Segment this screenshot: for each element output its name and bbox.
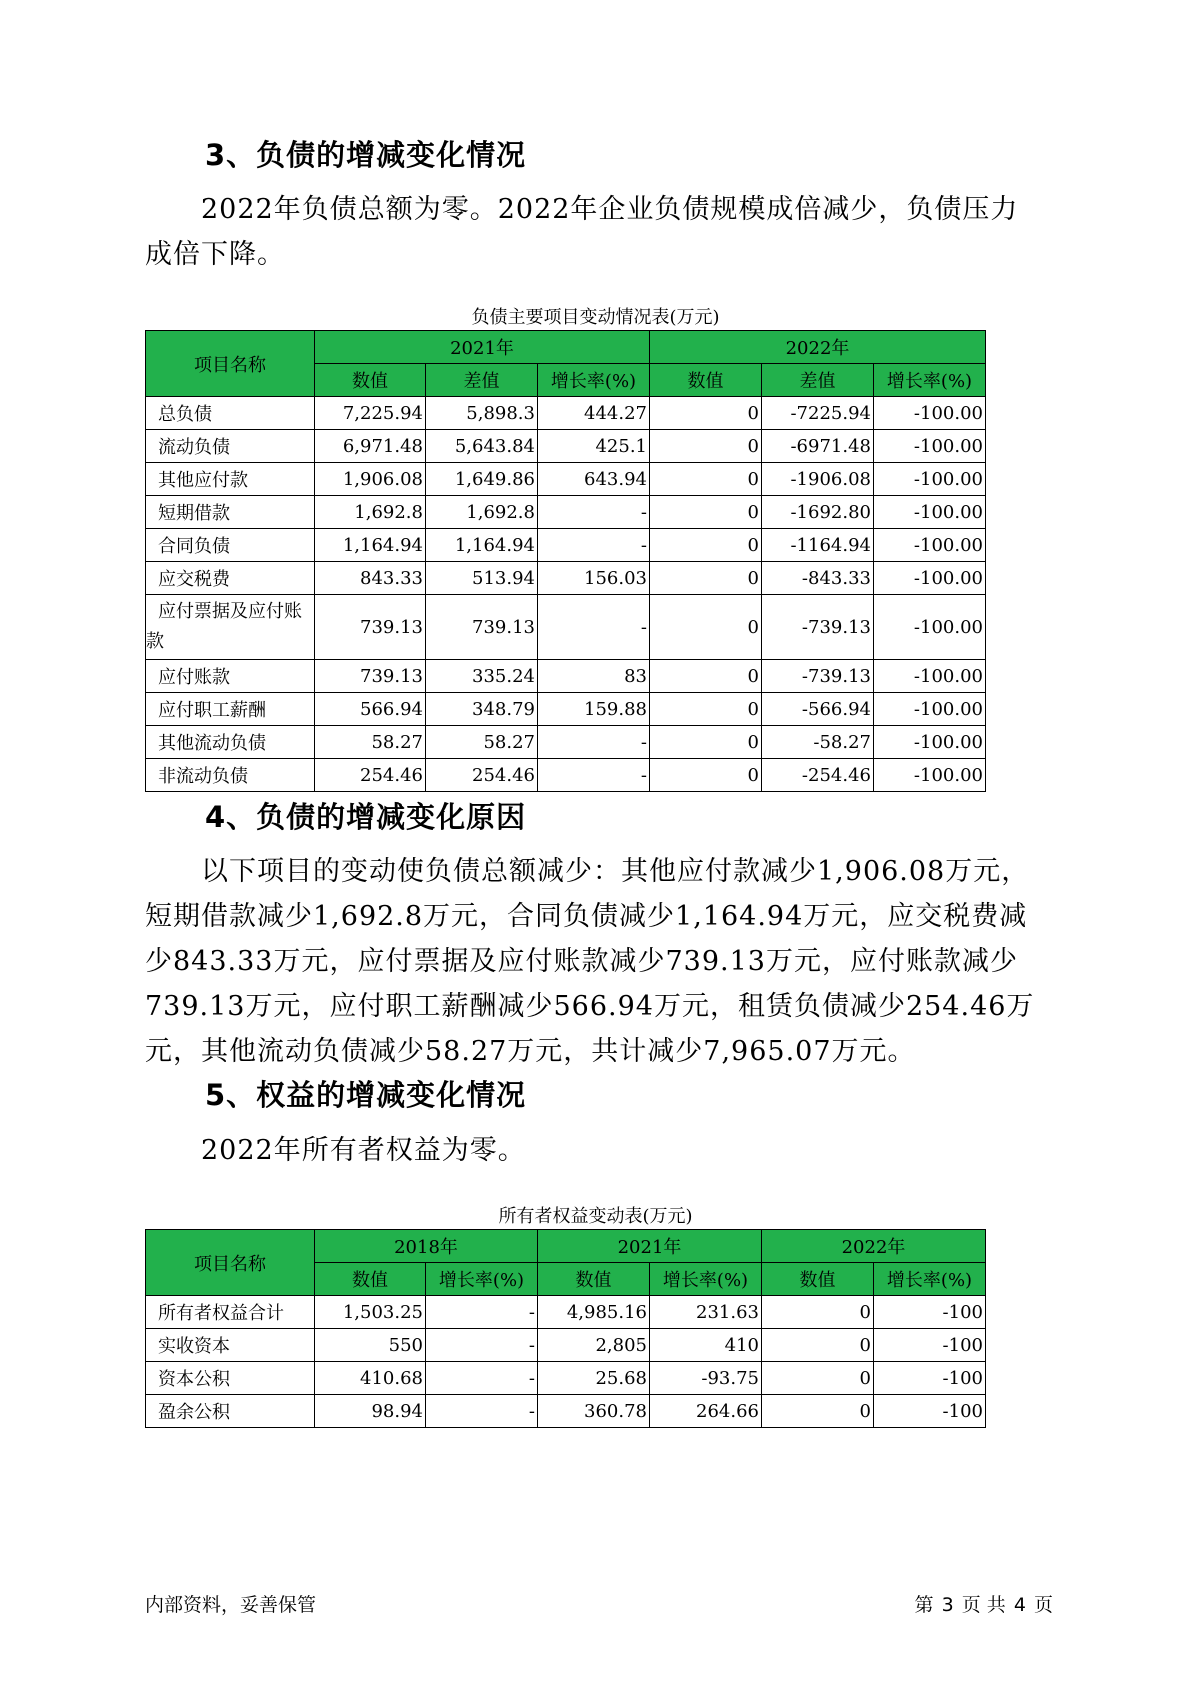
table-cell: 0 [650,397,762,430]
table-row [146,660,986,693]
row-label: 应交税费 [146,562,315,595]
table-cell: 0 [650,496,762,529]
table-row [146,1329,986,1362]
table-cell: - [538,759,650,792]
table-cell: -1906.08 [762,463,874,496]
name-column-header: 项目名称 [146,1230,315,1296]
table-cell: -100 [874,1362,986,1395]
table-row [146,726,986,759]
table-cell: 254.46 [426,759,538,792]
table-cell: 1,164.94 [315,529,426,562]
table-cell: 444.27 [538,397,650,430]
sub-column-header: 差值 [426,364,538,397]
table-cell: -843.33 [762,562,874,595]
table-cell: -93.75 [650,1362,762,1395]
table-row [146,463,986,496]
table-cell: 843.33 [315,562,426,595]
table-cell: 264.66 [650,1395,762,1428]
table-cell: -6971.48 [762,430,874,463]
table-row [146,397,986,430]
table-cell: 513.94 [426,562,538,595]
table-cell: - [426,1395,538,1428]
page-prefix: 第 [914,1594,934,1616]
year-group-header: 2021年 [315,331,650,364]
table-cell: -100 [874,1296,986,1329]
table-cell: - [538,496,650,529]
table-cell: 1,503.25 [315,1296,426,1329]
page-total: 4 [1013,1594,1026,1616]
table-cell: 1,906.08 [315,463,426,496]
section-5-paragraph: 2022年所有者权益为零。 [201,1135,526,1166]
row-label: 应付票据及应付账款 [146,595,315,660]
year-group-header: 2021年 [538,1230,762,1263]
table-cell: 0 [650,463,762,496]
row-label: 应付职工薪酬 [146,693,315,726]
page-number [914,1590,1054,1617]
sub-column-header: 差值 [762,364,874,397]
table-cell: - [426,1329,538,1362]
table-cell: 348.79 [426,693,538,726]
sub-column-header: 数值 [650,364,762,397]
section-4-heading: 4、负债的增减变化原因 [205,800,527,834]
table-cell: -100.00 [874,660,986,693]
table-cell: 1,692.8 [426,496,538,529]
row-label: 总负债 [146,397,315,430]
table-cell: 0 [650,660,762,693]
table-cell: -1692.80 [762,496,874,529]
table-cell: -1164.94 [762,529,874,562]
sub-column-header: 数值 [315,364,426,397]
table-cell: -58.27 [762,726,874,759]
table-row [146,529,986,562]
row-label: 短期借款 [146,496,315,529]
row-label: 流动负债 [146,430,315,463]
sub-column-header: 增长率(%) [538,364,650,397]
table-row [146,1395,986,1428]
year-group-header: 2018年 [315,1230,538,1263]
table-cell: 739.13 [426,595,538,660]
row-label: 非流动负债 [146,759,315,792]
table-cell: -100.00 [874,496,986,529]
table-cell: -7225.94 [762,397,874,430]
table-cell: 5,643.84 [426,430,538,463]
table-cell: 159.88 [538,693,650,726]
sub-column-header: 数值 [315,1263,426,1296]
page-mid: 页 共 [961,1594,1006,1616]
row-label: 合同负债 [146,529,315,562]
table-cell: 410 [650,1329,762,1362]
sub-column-header: 增长率(%) [874,364,986,397]
page-suffix: 页 [1033,1594,1053,1616]
sub-column-header: 增长率(%) [874,1263,986,1296]
sub-column-header: 数值 [538,1263,650,1296]
table-cell: -100.00 [874,529,986,562]
table-cell: 231.63 [650,1296,762,1329]
table-row [146,430,986,463]
row-label: 盈余公积 [146,1395,315,1428]
equity-table-body [146,1296,986,1428]
liability-table [145,330,986,792]
table-cell: 0 [762,1362,874,1395]
table-cell: -100.00 [874,726,986,759]
table-cell: 1,692.8 [315,496,426,529]
section-5-heading: 5、权益的增减变化情况 [205,1078,527,1112]
table-cell: 0 [650,430,762,463]
table-cell: -100.00 [874,397,986,430]
table-cell: 25.68 [538,1362,650,1395]
row-label: 实收资本 [146,1329,315,1362]
table-cell: 254.46 [315,759,426,792]
table-cell: -566.94 [762,693,874,726]
table-cell: 0 [650,562,762,595]
table-cell: 425.1 [538,430,650,463]
footer-confidential-note: 内部资料，妥善保管 [145,1594,317,1616]
table-cell: 5,898.3 [426,397,538,430]
table-cell: 550 [315,1329,426,1362]
equity-table-caption: 所有者权益变动表(万元) [498,1206,693,1227]
table-row [146,562,986,595]
table-cell: 0 [762,1395,874,1428]
row-label: 应付账款 [146,660,315,693]
equity-table [145,1229,986,1428]
table-cell: 7,225.94 [315,397,426,430]
table-row [146,759,986,792]
section-3-paragraph: 2022年负债总额为零。2022年企业负债规模成倍减少，负债压力成倍下降。 [145,194,1019,270]
table-cell: -100.00 [874,463,986,496]
table-cell: 0 [650,759,762,792]
section-3-heading: 3、负债的增减变化情况 [205,138,527,172]
row-label: 资本公积 [146,1362,315,1395]
table-cell: -100 [874,1329,986,1362]
table-cell: - [538,529,650,562]
table-cell: 1,649.86 [426,463,538,496]
table-cell: - [538,726,650,759]
table-row [146,1296,986,1329]
table-row [146,595,986,660]
table-cell: - [538,595,650,660]
sub-column-header: 增长率(%) [426,1263,538,1296]
table-cell: 1,164.94 [426,529,538,562]
table-cell: 156.03 [538,562,650,595]
table-cell: -739.13 [762,595,874,660]
table-cell: 335.24 [426,660,538,693]
table-cell: 0 [762,1296,874,1329]
table-cell: 739.13 [315,595,426,660]
table-cell: 4,985.16 [538,1296,650,1329]
table-cell: -739.13 [762,660,874,693]
liability-table-body [146,397,986,792]
table-cell: 0 [650,726,762,759]
year-group-header: 2022年 [650,331,986,364]
table-cell: 0 [650,693,762,726]
table-cell: 83 [538,660,650,693]
table-cell: 6,971.48 [315,430,426,463]
table-cell: 0 [762,1329,874,1362]
table-row [146,1362,986,1395]
row-label: 其他应付款 [146,463,315,496]
table-cell: -254.46 [762,759,874,792]
row-label: 所有者权益合计 [146,1296,315,1329]
table-cell: -100.00 [874,759,986,792]
page-current: 3 [941,1594,954,1616]
table-cell: 739.13 [315,660,426,693]
table-cell: 0 [650,529,762,562]
table-cell: -100.00 [874,430,986,463]
year-group-header: 2022年 [762,1230,986,1263]
table-cell: 2,805 [538,1329,650,1362]
table-cell: -100.00 [874,595,986,660]
liability-table-caption: 负债主要项目变动情况表(万元) [471,307,720,328]
table-cell: - [426,1362,538,1395]
table-cell: - [426,1296,538,1329]
table-row [146,496,986,529]
table-cell: 0 [650,595,762,660]
table-cell: -100.00 [874,693,986,726]
table-cell: 58.27 [426,726,538,759]
table-cell: 643.94 [538,463,650,496]
table-cell: -100 [874,1395,986,1428]
table-row [146,693,986,726]
table-cell: -100.00 [874,562,986,595]
table-cell: 58.27 [315,726,426,759]
row-label: 其他流动负债 [146,726,315,759]
sub-column-header: 增长率(%) [650,1263,762,1296]
table-cell: 566.94 [315,693,426,726]
table-cell: 98.94 [315,1395,426,1428]
sub-column-header: 数值 [762,1263,874,1296]
table-cell: 360.78 [538,1395,650,1428]
name-column-header: 项目名称 [146,331,315,397]
table-cell: 410.68 [315,1362,426,1395]
section-4-paragraph: 以下项目的变动使负债总额减少：其他应付款减少1,906.08万元，短期借款减少1,692.8万元，合同负债减少1,164.94万元，应交税费减少843.33万元，应付票据及应付账款减少739.13万元，应付账款减少739.13万元，应付职工薪酬减少566.94万元，租赁负债减少254.46万元，其他流动负债减少58.27万元，共计减少7,965.07万元。 [145,856,1035,1067]
